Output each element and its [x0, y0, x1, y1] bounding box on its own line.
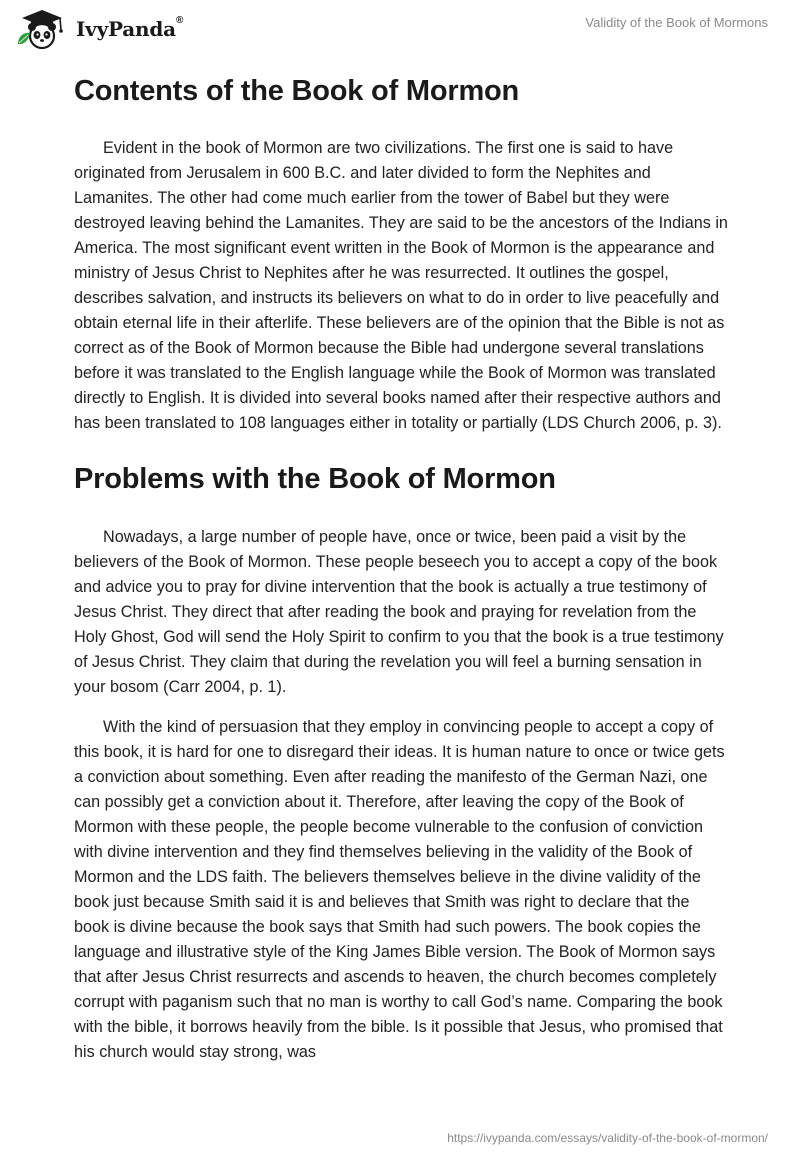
section-heading-contents: Contents of the Book of Mormon — [74, 75, 520, 107]
running-title: Validity of the Book of Mormons — [585, 15, 768, 30]
paragraph: Nowadays, a large number of people have, once or twice, been paid a visit by the believers of the Book of Mormon. These people beseech you to accept a copy of the book and advice you to pray for divine intervention that the book is actually a true testimony of Jesus Christ. They direct that after reading the book and praying for revelation from the Holy Ghost, God will send the Holy Spirit to confirm to you that the book is a true testimony of Jesus Christ. They claim that during the revelation you will feel a burning sensation in your bosom (Carr 2004, p. 1). — [74, 528, 724, 696]
section-heading-problems: Problems with the Book of Mormon — [74, 463, 556, 495]
paragraph: Evident in the book of Mormon are two civilizations. The first one is said to have originated from Jerusalem in 600 B.C. and later divided to form the Nephites and Lamanites. The other had come much earlier from the tower of Babel but they were destroyed leaving behind the Lamanites. They are said to be the ancestors of the Indians in America. The most significant event written in the Book of Mormon is the appearance and ministry of Jesus Christ to Nephites after he was resurrected. It outlines the gospel, describes salvation, and instructs its believers on what to do in order to live peacefully and obtain eternal life in their afterlife. These believers are of the opinion that the Bible is not as correct as of the Book of Mormon because the Bible had undergone several translations before it was translated to the English language while the Book of Mormon was translated directly to English. It is divided into several books named after their respective authors and has been translated to 108 languages either in totality or partially (LDS Church 2006, p. 3). — [74, 139, 728, 432]
essay-body — [74, 68, 728, 1065]
paragraph: With the kind of persuasion that they employ in convincing people to accept a copy of this book, it is hard for one to disregard their ideas. It is human nature to once or twice gets a conviction about something. Even after reading the manifesto of the German Nazi, one can possibly get a conviction about it. Therefore, after leaving the copy of the Book of Mormon with these people, the people become vulnerable to the confusion of conviction with divine intervention and they find themselves believing in the validity of the Book of Mormon and the LDS faith. The believers themselves believe in the divine validity of the book just because Smith said it is and believes that Smith was right to declare that the book is divine because the book says that Smith had such powers. The book copies the language and illustrative style of the King James Bible version. The Book of Mormon says that after Jesus Christ resurrects and ascends to heaven, the church becomes completely corrupt with paganism such that no man is worthy to call God’s name. Comparing the book with the bible, it borrows heavily from the bible. Is it possible that Jesus, who promised that his church would stay strong, was — [74, 718, 725, 1061]
registered-mark: ® — [175, 15, 184, 26]
brand-name: IvyPanda® — [76, 15, 184, 41]
page-header — [0, 0, 800, 60]
panda-graduate-icon — [14, 8, 70, 50]
ivypanda-logo[interactable] — [14, 8, 183, 50]
source-url[interactable]: https://ivypanda.com/essays/validity-of-the-book-of-mormon/ — [447, 1131, 768, 1145]
